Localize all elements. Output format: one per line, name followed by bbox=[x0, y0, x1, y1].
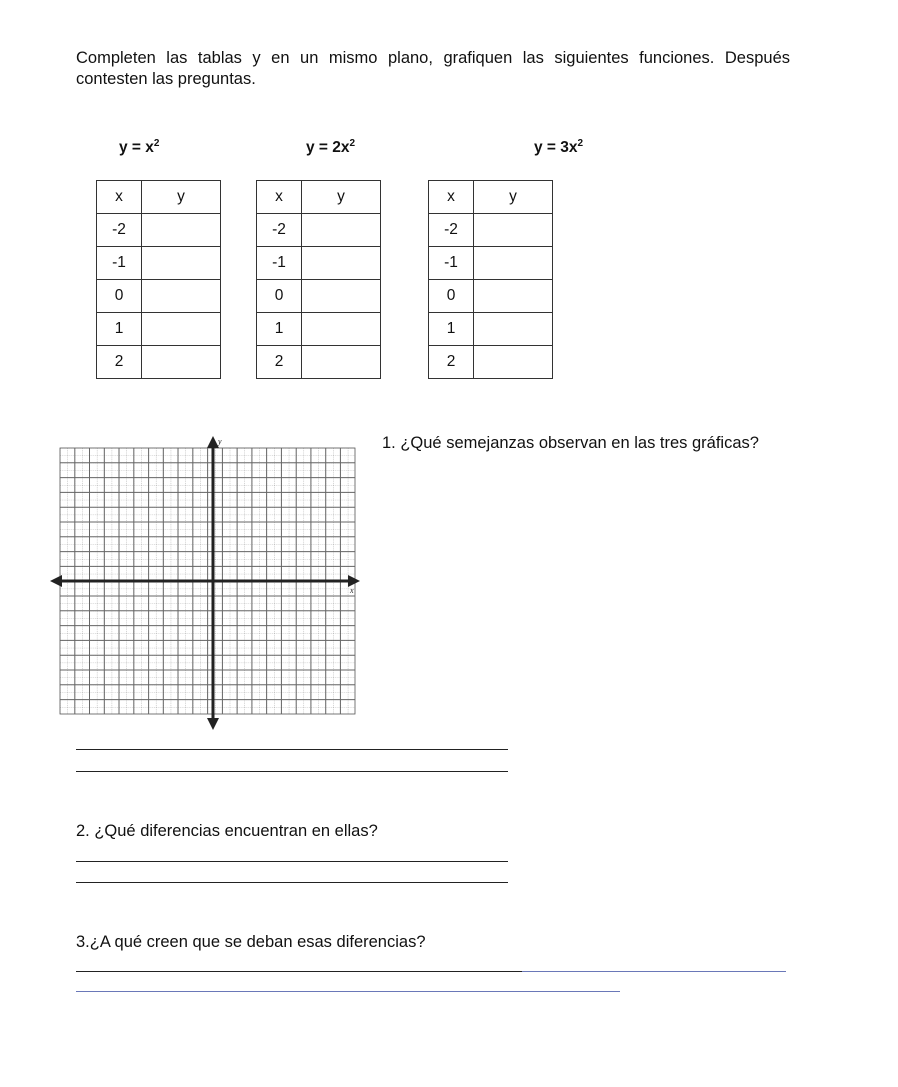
answer-line-2b[interactable] bbox=[76, 882, 508, 883]
x-cell: 1 bbox=[429, 313, 474, 346]
question-3: 3.¿A qué creen que se deban esas diferencias? bbox=[76, 933, 426, 951]
value-table-3 bbox=[428, 180, 553, 379]
answer-line-3a-black[interactable] bbox=[76, 971, 522, 972]
x-cell: 0 bbox=[429, 280, 474, 313]
answer-line-3b[interactable] bbox=[76, 991, 620, 992]
value-table-2 bbox=[256, 180, 381, 379]
table-row bbox=[429, 280, 553, 313]
x-cell: 2 bbox=[257, 346, 302, 379]
y-axis-label: y bbox=[218, 437, 222, 446]
y-input-cell[interactable] bbox=[302, 313, 381, 346]
answer-line-2a[interactable] bbox=[76, 861, 508, 862]
table-row bbox=[97, 214, 221, 247]
table-row bbox=[97, 280, 221, 313]
y-input-cell[interactable] bbox=[302, 247, 381, 280]
table-header-row bbox=[257, 181, 381, 214]
header-x: x bbox=[257, 181, 302, 214]
x-cell: -2 bbox=[97, 214, 142, 247]
header-y: y bbox=[302, 181, 381, 214]
y-input-cell[interactable] bbox=[142, 280, 221, 313]
function-title-3: $y = 3x^2$ bbox=[534, 138, 584, 157]
table-row bbox=[429, 214, 553, 247]
function-title-1: $y = x^2$ bbox=[119, 138, 160, 157]
table-row bbox=[429, 346, 553, 379]
y-input-cell[interactable] bbox=[474, 346, 553, 379]
table-header-row bbox=[97, 181, 221, 214]
y-input-cell[interactable] bbox=[302, 280, 381, 313]
x-cell: 0 bbox=[257, 280, 302, 313]
answer-line-1b[interactable] bbox=[76, 771, 508, 772]
y-input-cell[interactable] bbox=[474, 214, 553, 247]
table-row bbox=[257, 280, 381, 313]
table-row bbox=[257, 214, 381, 247]
x-cell: 2 bbox=[429, 346, 474, 379]
x-cell: 0 bbox=[97, 280, 142, 313]
header-x: x bbox=[429, 181, 474, 214]
x-cell: -2 bbox=[429, 214, 474, 247]
y-input-cell[interactable] bbox=[142, 247, 221, 280]
answer-line-3a-blue[interactable] bbox=[522, 971, 786, 972]
x-cell: -1 bbox=[97, 247, 142, 280]
y-input-cell[interactable] bbox=[474, 280, 553, 313]
value-table-1 bbox=[96, 180, 221, 379]
table-row bbox=[429, 247, 553, 280]
question-1: 1. ¿Qué semejanzas observan en las tres gráficas? bbox=[382, 434, 759, 452]
header-y: y bbox=[142, 181, 221, 214]
table-row bbox=[97, 247, 221, 280]
y-input-cell[interactable] bbox=[142, 346, 221, 379]
y-input-cell[interactable] bbox=[142, 214, 221, 247]
table-header-row bbox=[429, 181, 553, 214]
table-row bbox=[97, 346, 221, 379]
table-row bbox=[257, 346, 381, 379]
table-row bbox=[97, 313, 221, 346]
x-axis-label: x bbox=[350, 586, 354, 595]
x-cell: 1 bbox=[97, 313, 142, 346]
x-cell: 2 bbox=[97, 346, 142, 379]
x-cell: -1 bbox=[429, 247, 474, 280]
y-input-cell[interactable] bbox=[302, 346, 381, 379]
coordinate-plane[interactable] bbox=[50, 436, 362, 730]
instructions-text: Completen las tablas y en un mismo plano, grafiquen las siguientes funciones. Después contesten las preguntas. bbox=[76, 49, 790, 88]
y-input-cell[interactable] bbox=[142, 313, 221, 346]
x-cell: -1 bbox=[257, 247, 302, 280]
header-y: y bbox=[474, 181, 553, 214]
table-row bbox=[257, 313, 381, 346]
question-2: 2. ¿Qué diferencias encuentran en ellas? bbox=[76, 822, 378, 840]
answer-line-1a[interactable] bbox=[76, 749, 508, 750]
y-input-cell[interactable] bbox=[302, 214, 381, 247]
y-input-cell[interactable] bbox=[474, 247, 553, 280]
x-cell: 1 bbox=[257, 313, 302, 346]
table-row bbox=[429, 313, 553, 346]
y-input-cell[interactable] bbox=[474, 313, 553, 346]
table-row bbox=[257, 247, 381, 280]
x-cell: -2 bbox=[257, 214, 302, 247]
header-x: x bbox=[97, 181, 142, 214]
function-title-2: $y = 2x^2$ bbox=[306, 138, 356, 157]
